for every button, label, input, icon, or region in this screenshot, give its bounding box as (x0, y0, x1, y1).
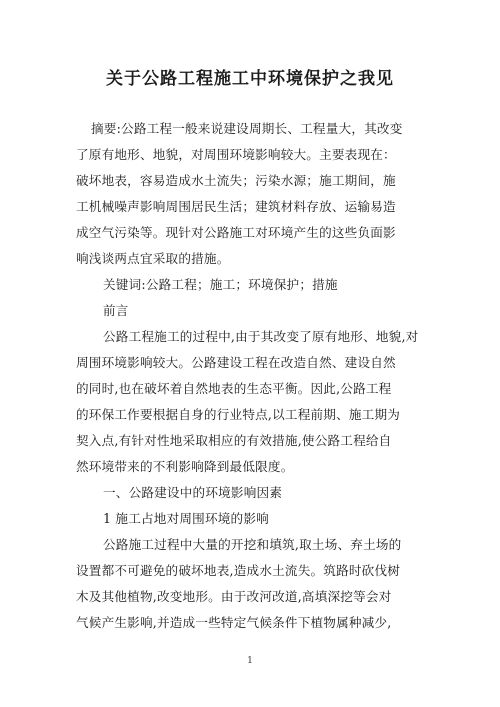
abstract-line: 成空气污染等。现针对公路施工对环境产生的这些负面影 (76, 225, 396, 240)
subsection-heading: 1 施工占地对周围环境的影响 (103, 511, 269, 526)
document-title: 关于公路工程施工中环境保护之我见 (106, 69, 394, 89)
body-line: 气候产生影响,并造成一些特定气候条件下植物属种减少, (76, 615, 392, 630)
abstract-line: 响浅谈两点宜采取的措施。 (76, 251, 230, 266)
keywords-line: 关键词:公路工程；施工；环境保护；措施 (103, 277, 338, 292)
preface-line: 然环境带来的不利影响降到最低限度。 (76, 459, 294, 474)
abstract-line: 工机械噪声影响周围居民生活；建筑材料存放、运输易造 (76, 199, 396, 214)
preface-line: 周围环境影响较大。公路建设工程在改造自然、建设自然 (76, 355, 396, 370)
preface-heading: 前言 (103, 303, 129, 318)
preface-line: 的环保工作要根据自身的行业特点,以工程前期、施工期为 (76, 407, 401, 422)
page-number: 1 (247, 656, 253, 666)
body-line: 木及其他植物,改变地形。由于改河改道,高填深挖等会对 (76, 589, 392, 604)
abstract-line: 破坏地表，容易造成水土流失；污染水源；施工期间，施 (76, 173, 396, 188)
preface-line: 的同时,也在破坏着自然地表的生态平衡。因此,公路工程 (76, 381, 392, 396)
body-line: 公路施工过程中大量的开挖和填筑,取土场、弃土场的 (103, 537, 402, 552)
abstract-line: 摘要:公路工程一般来说建设周期长、工程量大，其改变 (91, 121, 403, 136)
preface-line: 公路工程施工的过程中,由于其改变了原有地形、地貌,对 (103, 329, 419, 344)
abstract-line: 了原有地形、地貌，对周围环境影响较大。主要表现在： (76, 147, 396, 162)
preface-line: 契入点,有针对性地采取相应的有效措施,使公路工程给自 (76, 433, 392, 448)
section-heading: 一、公路建设中的环境影响因素 (103, 485, 283, 500)
body-line: 设置都不可避免的破坏地表,造成水土流失。筑路时砍伐树 (76, 563, 401, 578)
